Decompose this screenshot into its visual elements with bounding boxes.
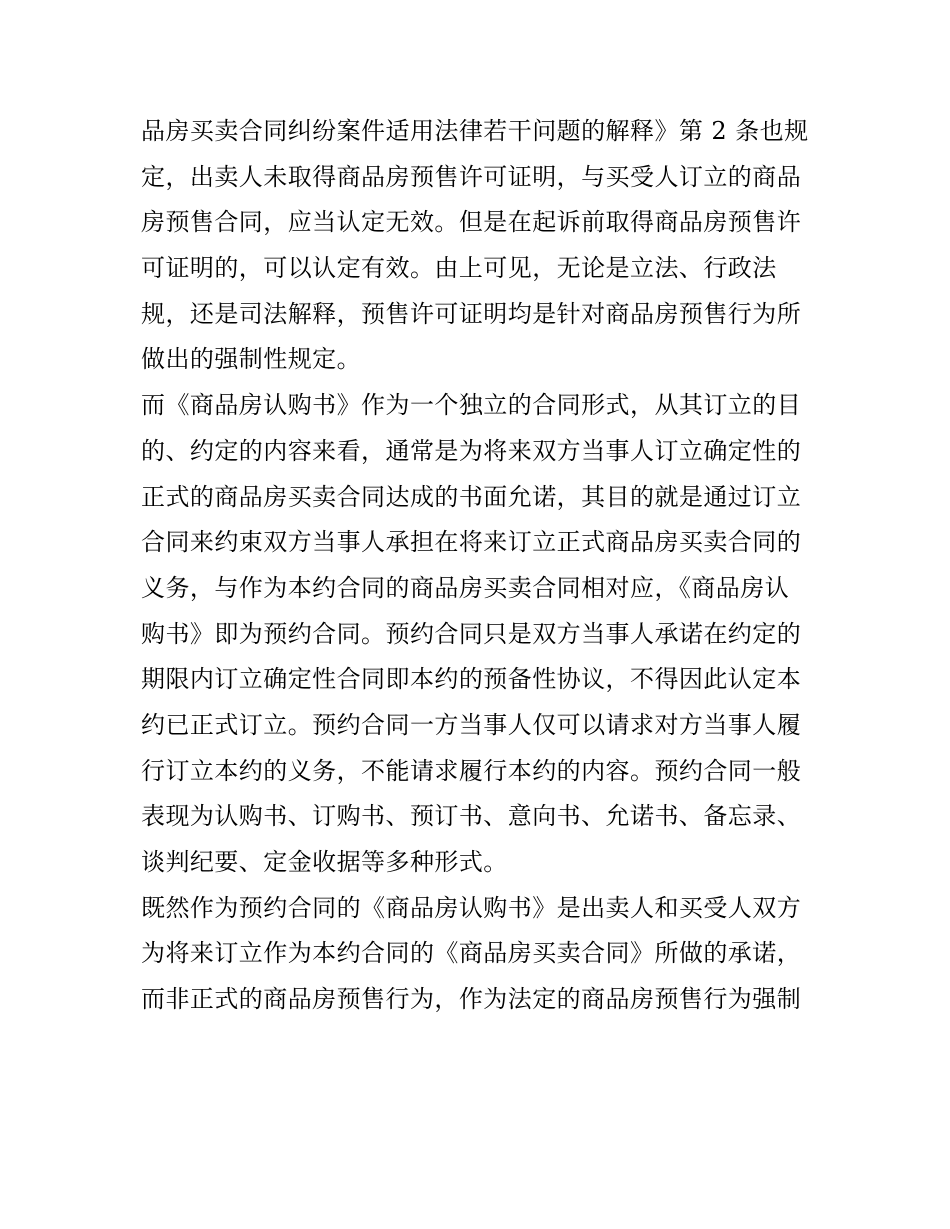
text-line: 约已正式订立。预约合同一方当事人仅可以请求对方当事人履 [141,710,802,739]
text-line: 而《商品房认购书》作为一个独立的合同形式，从其订立的目 [141,391,802,420]
text-line: 可证明的，可以认定有效。由上可见，无论是立法、行政法 [141,254,777,283]
text-line: 谈判纪要、定金收据等多种形式。 [141,848,508,876]
text-line: 定，出卖人未取得商品房预售许可证明，与买受人订立的商品 [141,162,802,191]
text-line: 的、约定的内容来看，通常是为将来双方当事人订立确定性的 [141,436,802,465]
text-line: 行订立本约的义务，不能请求履行本约的内容。预约合同一般 [141,756,802,785]
text-line: 义务，与作为本约合同的商品房买卖合同相对应，《商品房认 [141,573,790,602]
text-line: 房预售合同，应当认定无效。但是在起诉前取得商品房预售许 [141,208,802,237]
text-line: 规，还是司法解释，预售许可证明均是针对商品房预售行为所 [141,299,802,328]
document-body [141,109,821,1023]
text-line: 而非正式的商品房预售行为，作为法定的商品房预售行为强制 [141,985,802,1014]
text-line: 合同来约束双方当事人承担在将来订立正式商品房买卖合同的 [141,528,802,557]
text-line: 品房买卖合同纠纷案件适用法律若干问题的解释》第 2 条也规 [141,117,809,145]
text-line: 正式的商品房买卖合同达成的书面允诺，其目的就是通过订立 [141,482,802,511]
text-line: 为将来订立作为本约合同的《商品房买卖合同》所做的承诺， [141,939,802,968]
text-line: 既然作为预约合同的《商品房认购书》是出卖人和买受人双方 [141,893,802,922]
text-line: 表现为认购书、订购书、预订书、意向书、允诺书、备忘录、 [141,802,802,831]
text-line: 做出的强制性规定。 [141,345,362,374]
text-line: 购书》即为预约合同。预约合同只是双方当事人承诺在约定的 [141,619,802,648]
text-line: 期限内订立确定性合同即本约的预备性协议，不得因此认定本 [141,665,802,694]
